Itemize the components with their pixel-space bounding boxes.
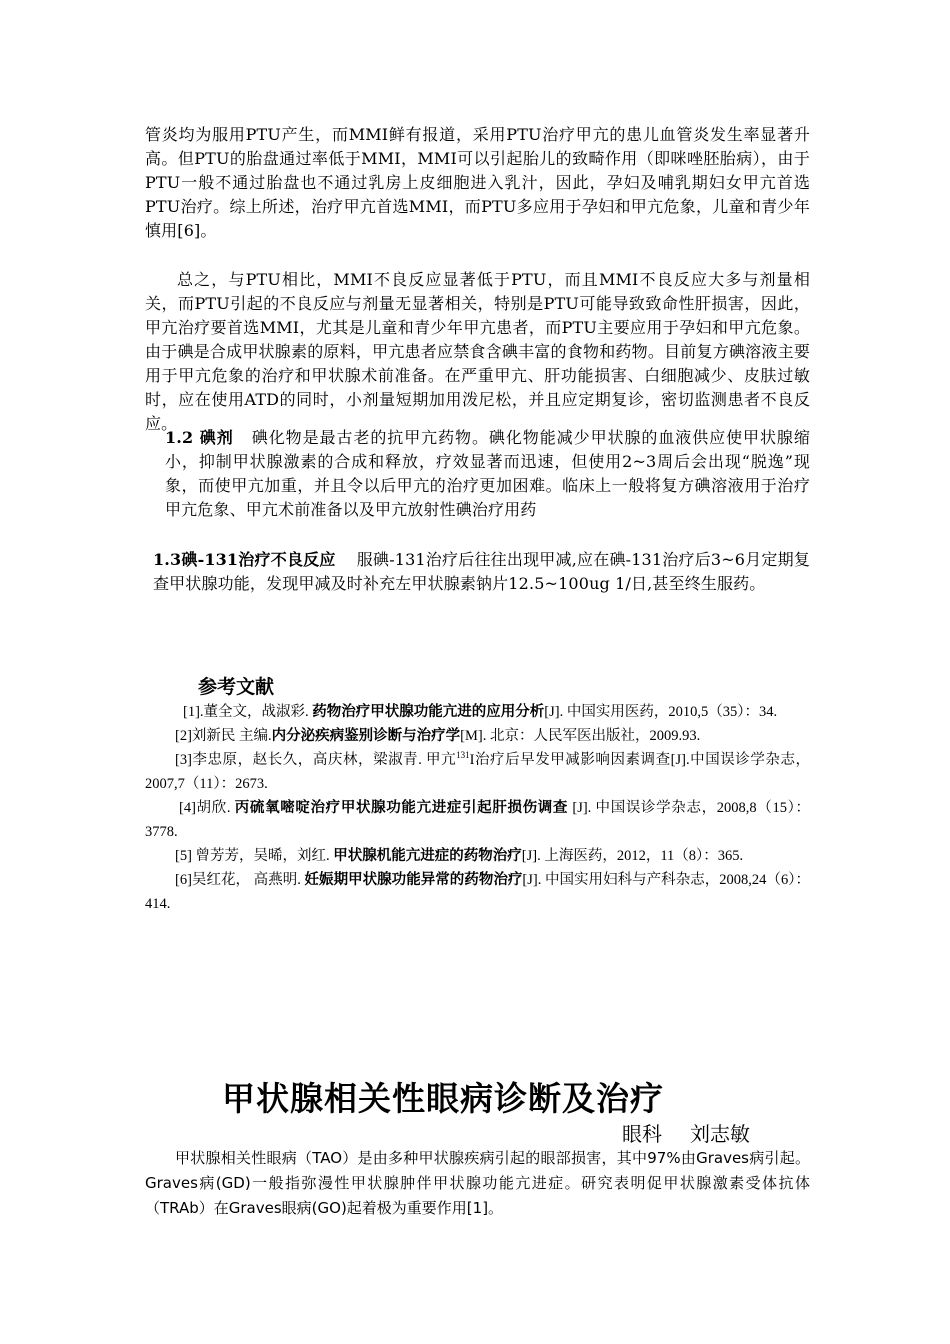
reference-item: [1].董全文，战淑彩. 药物治疗甲状腺功能亢进的应用分析[J]. 中国实用医药，2010,5（35）：34. (183, 704, 778, 720)
paragraph-continuation (145, 123, 810, 243)
author-department: 眼科 (622, 1122, 662, 1146)
section-heading-1-2: 1.2 碘剂 (165, 428, 234, 447)
reference-item: [3]李忠原，赵长久，高庆林，梁淑青. 甲亢$^{131}$I治疗后早发甲减影响因素调查[J].中国误诊学杂志，2007,7（11）：2673. (145, 750, 810, 792)
article-title: 甲状腺相关性眼病诊断及治疗 (222, 1079, 664, 1118)
author-name: 刘志敏 (690, 1122, 750, 1146)
section-heading-1-3: 1.3碘-131治疗不良反应 (153, 550, 336, 569)
reference-item: [5] 曾芳芳，吴晞，刘红. 甲状腺机能亢进症的药物治疗[J]. 上海医药，2012，11（8）：365. (175, 848, 744, 864)
paragraph-ptu-mmi: 管炎均为服用PTU产生，而MMI鲜有报道，采用PTU治疗甲亢的患儿血管炎发生率显著升高。但PTU的胎盘通过率低于MMI，MMI可以引起胎儿的致畸作用（即咪唑胚胎病），由于PTU一般不通过胎盘也不通过乳房上皮细胞进入乳汁，因此，孕妇及哺乳期妇女甲亢首选PTU治疗。综上所述，治疗甲亢首选MMI，而PTU多应用于孕妇和甲亢危象，儿童和青少年慎用[6]。 (145, 125, 810, 240)
paragraph-summary (145, 268, 810, 436)
section-iodine-131 (145, 548, 810, 596)
article-intro (145, 1146, 810, 1221)
article-intro-text: 甲状腺相关性眼病（TAO）是由多种甲状腺疾病引起的眼部损害，其中97%由Graves病引起。Graves病(GD)一般指弥漫性甲状腺肿伴甲状腺功能亢进症。研究表明促甲状腺激素受体抗体（TRAb）在Graves眼病(GO)起着极为重要作用[1]。 (145, 1149, 810, 1217)
article-author-line (622, 1118, 750, 1147)
references-heading: 参考文献 (198, 676, 275, 698)
section-body-1-2: 碘化物是最古老的抗甲亢药物。碘化物能减少甲状腺的血液供应使甲状腺缩小，抑制甲状腺激素的合成和释放，疗效显著而迅速，但使用2~3周后会出现“脱逸”现象，而使甲亢加重，并且令以后甲亢的治疗更加困难。临床上一般将复方碘溶液用于治疗甲亢危象、甲亢术前准备以及甲亢放射性碘治疗用药 (165, 428, 810, 519)
references-list (145, 700, 810, 916)
reference-item: [2]刘新民 主编.内分泌疾病鉴别诊断与治疗学[M]. 北京：人民军医出版社，2009.93. (175, 728, 701, 744)
paragraph-summary-text: 总之，与PTU相比，MMI不良反应显著低于PTU，而且MMI不良反应大多与剂量相关，而PTU引起的不良反应与剂量无显著相关，特别是PTU可能导致致命性肝损害，因此，甲亢治疗要首选MMI，尤其是儿童和青少年甲亢患者，而PTU主要应用于孕妇和甲亢危象。由于碘是合成甲状腺素的原料，甲亢患者应禁食含碘丰富的食物和药物。目前复方碘溶液主要用于甲亢危象的治疗和甲状腺术前准备。在严重甲亢、肝功能损害、白细胞减少、皮肤过敏时，应在使用ATD的同时，小剂量短期加用泼尼松，并且应定期复诊，密切监测患者不良反应。 (145, 270, 810, 433)
section-body-1-3: 服碘-131治疗后往往出现甲减,应在碘-131治疗后3~6月定期复查甲状腺功能，发现甲减及时补充左甲状腺素钠片12.5~100ug 1/日,甚至终生服药。 (153, 550, 810, 593)
section-iodine (145, 426, 810, 522)
reference-item: [4]胡欣. 丙硫氧嘧啶治疗甲状腺功能亢进症引起肝损伤调查 [J]. 中国误诊学杂志，2008,8（15）：3778. (145, 800, 810, 840)
reference-item: [6]吴红花， 高燕明. 妊娠期甲状腺功能异常的药物治疗[J]. 中国实用妇科与产科杂志，2008,24（6）：414. (145, 872, 810, 912)
